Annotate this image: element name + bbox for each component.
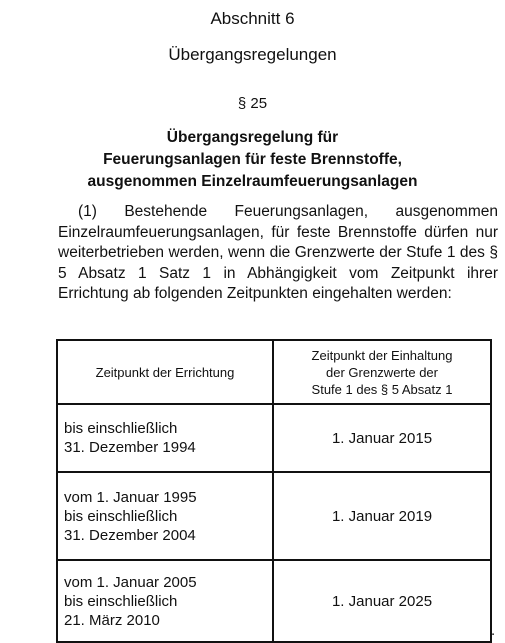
section-number: Abschnitt 6 xyxy=(210,9,295,28)
header-line: der Grenzwerte der xyxy=(326,364,438,380)
cell-errichtung xyxy=(57,404,273,472)
paragraph-body: (1) Bestehende Feuerungsanlagen, ausgenommen Einzelraumfeuerungsanlagen, für feste Brennstoffe dürfen nur weiterbetrieben werden, wenn die Grenzwerte der Stufe 1 des § 5 Absatz 1 Satz 1 in Abhängigkeit vom Zeitpunkt ihrer Errichtung ab folgenden Zeitpunkten eingehalten werden: xyxy=(58,203,498,303)
cell-line: 31. Dezember 2004 xyxy=(64,526,196,544)
header-einhaltung xyxy=(273,340,491,404)
paragraph-sign: § 25 xyxy=(237,95,268,112)
heading-line: Feuerungsanlagen für feste Brennstoffe, xyxy=(103,151,402,168)
table-row xyxy=(57,404,491,472)
cell-einhaltung: 1. Januar 2025 xyxy=(273,560,491,642)
heading-line: ausgenommen Einzelraumfeuerungsanlagen xyxy=(87,173,418,190)
paragraph-heading xyxy=(0,127,505,193)
header-line: Zeitpunkt der Einhaltung xyxy=(311,347,453,363)
cell-errichtung xyxy=(57,472,273,560)
table-row xyxy=(57,472,491,560)
table-header-row xyxy=(57,340,491,404)
header-line: Stufe 1 des § 5 Absatz 1 xyxy=(311,381,453,397)
trailing-period: . xyxy=(491,622,496,639)
cell-einhaltung: 1. Januar 2015 xyxy=(273,404,491,472)
cell-einhaltung: 1. Januar 2019 xyxy=(273,472,491,560)
cell-line: bis einschließlich xyxy=(64,420,178,437)
cell-line: vom 1. Januar 1995 xyxy=(64,488,197,506)
heading-line: Übergangsregelung für xyxy=(166,129,339,146)
cell-line: 21. März 2010 xyxy=(64,611,160,629)
header-errichtung: Zeitpunkt der Errichtung xyxy=(57,340,273,404)
transition-table xyxy=(56,339,492,643)
cell-line: vom 1. Januar 2005 xyxy=(64,573,197,591)
cell-line: bis einschließlich xyxy=(64,592,178,610)
section-title: Übergangsregelungen xyxy=(168,45,337,64)
cell-errichtung xyxy=(57,560,273,642)
table-row xyxy=(57,560,491,642)
cell-line: 31. Dezember 1994 xyxy=(64,439,196,456)
cell-line: bis einschließlich xyxy=(64,507,178,525)
